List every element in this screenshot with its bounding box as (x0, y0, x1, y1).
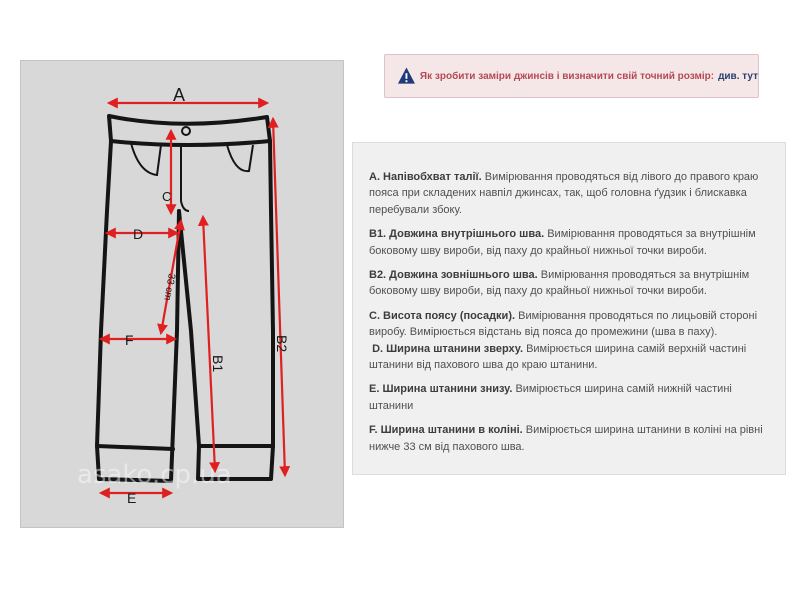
warning-icon (397, 66, 416, 86)
description-item (369, 226, 769, 259)
label-a: A (173, 85, 186, 105)
description-title: F. Ширина штанини в коліні. (369, 424, 523, 437)
watermark-text: asako.cp.ua (77, 460, 232, 490)
description-item (369, 422, 769, 455)
notice-link[interactable]: див. тут (718, 70, 758, 82)
notice-text: Як зробити заміри джинсів і визначити свій точний розмір: (419, 70, 715, 82)
description-text: Вимірювання проводяться від лівого до правого краю пояса при складених навпіл джинсах, так, щоб головна ґудзик і блискавка перебували збоку. (369, 171, 759, 216)
jeans-drawing (21, 61, 345, 529)
label-e: E (127, 490, 137, 506)
description-text: Вимірюється ширина штанини в коліні на рівні нижче 33 см від пахового шва. (369, 424, 763, 453)
description-title: E. Ширина штанини знизу. (369, 383, 513, 396)
description-title: B1. Довжина внутрішнього шва. (369, 228, 545, 241)
jeans-measurement-diagram (20, 60, 344, 528)
description-text: Вимірюється ширина самій нижній частині штанини (369, 383, 732, 412)
description-item (369, 308, 769, 374)
size-help-notice (384, 54, 759, 98)
label-b1: B1 (210, 355, 226, 373)
description-title: D. Ширина штанини зверху. (372, 342, 524, 355)
description-text: Вимірювання проводяться за внутрішнім боковому шву вироби, від паху до крайньої нижньої точки вироби. (369, 228, 756, 257)
measurement-arrows (101, 103, 285, 493)
description-item (369, 381, 769, 414)
jeans-details (131, 127, 253, 211)
description-item (369, 267, 769, 300)
label-b2: B2 (274, 335, 290, 353)
description-text: Вимірювання проводяться по лицьовій стороні виробу. Вимірюється відстань від пояса до промежини (шва в паху). (369, 309, 758, 339)
arrow-b1 (203, 217, 215, 471)
description-item (369, 169, 769, 218)
description-title: C. Висота поясу (посадки). (369, 309, 516, 322)
label-c: C (162, 189, 172, 204)
description-text: Вимірюється ширина самій верхній частині штанини від пахового шва до краю штанини. (369, 342, 747, 372)
label-d: D (133, 226, 144, 242)
label-knee: 33 cm (161, 272, 177, 302)
description-title: A. Напівобхват талії. (369, 171, 482, 183)
label-f: F (125, 332, 134, 348)
description-text: Вимірювання проводяться за внутрішнім боковому шву вироби, від паху до крайньої нижньої точки вироби. (369, 269, 750, 298)
measurement-descriptions (352, 142, 786, 475)
description-title: B2. Довжина зовнішнього шва. (369, 269, 538, 282)
